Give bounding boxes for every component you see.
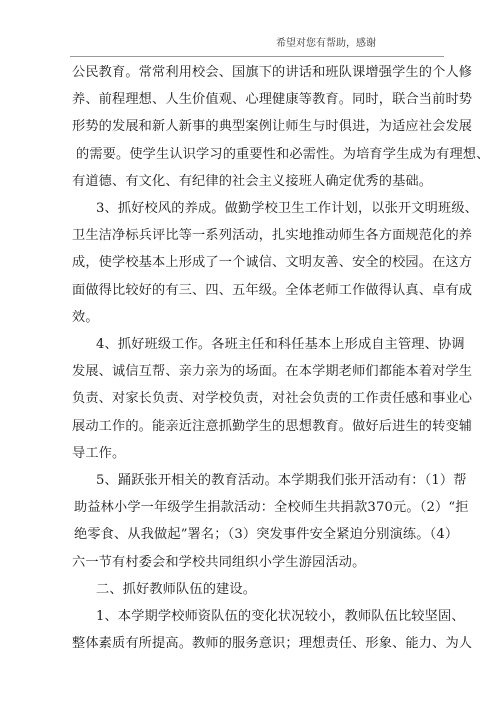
body-line: 1、本学期学校师资队伍的变化状况较小，教师队伍比较坚固、 [96,609,465,624]
body-line: 卫生洁净标兵评比等一系列活动，扎实地推动师生各方面规范化的养 [72,228,473,243]
body-line: 4、抓好班级工作。各班主任和科任基本上形成自主管理、协调 [96,337,465,352]
body-line: 养、前程理想、人生价值观、心理健康等教育。同时，联合当前时势 [72,92,473,107]
section-heading: 二、抓好教师队伍的建设。 [96,582,257,597]
body-line: 3、抓好校风的养成。做勤学校卫生工作计划，以张开文明班级、 [96,201,478,216]
body-line: 形势的发展和新人新事的典型案例让师生与时俱进，为适应社会发展 [72,119,473,134]
body-line: 绝零食、从我做起”署名；（3）突发事件安全紧迫分别演练。（4） [74,527,459,542]
header-divider [70,56,444,57]
body-line: 效。 [72,310,99,325]
body-line: 5、踊跃张开相关的教育活动。本学期我们张开活动有：（1）帮 [96,473,467,488]
body-line: 整体素质有所提高。教师的服务意识；理想责任、形象、能力、为人 [72,636,473,651]
body-line: 有道德、有文化、有纪律的社会主义接班人确定优秀的基础。 [72,174,433,189]
body-line: 发展、诚信互帮、亲力亲为的场面。在本学期老师们都能本着对学生 [72,364,473,379]
body-line: 导工作。 [72,446,126,461]
body-line: 六一节有村委会和学校共同组织小学生游园活动。 [72,555,366,570]
body-line: 公民教育。常常利用校会、国旗下的讲话和班队课增强学生的个人修 [72,65,473,80]
body-line: 展动工作的。能亲近注意抓勤学生的思想教育。做好后进生的转变辅 [72,419,473,434]
body-line: 成，使学校基本上形成了一个诚信、文明友善、安全的校园。在这方 [72,255,473,270]
header-note: 希望对您有帮助，感谢 [276,38,376,49]
body-line: 面做得比较好的有三、四、五年级。全体老师工作做得认真、卓有成 [72,283,473,298]
body-line: 助益林小学一年级学生捐款活动：全校师生共捐款370元。（2）“拒 [74,500,469,515]
body-line: 负责、对家长负责、对学校负责，对社会负责的工作责任感和事业心 [72,391,473,406]
body-line: 的需要。使学生认识学习的重要性和必需性。为培育学生成为有理想、 [76,147,490,162]
